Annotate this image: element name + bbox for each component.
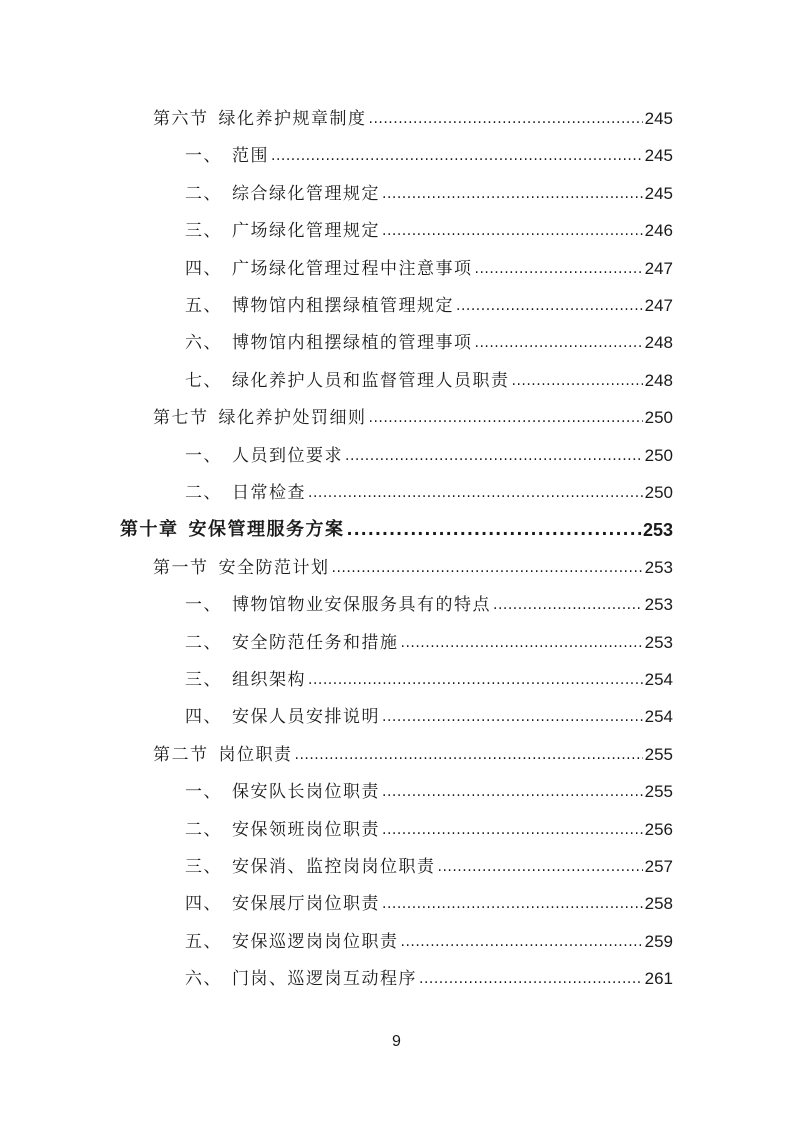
toc-prefix: 第七节 <box>153 408 209 429</box>
dot-leader <box>382 703 643 731</box>
toc-prefix: 三、 <box>185 221 222 242</box>
toc-page: 254 <box>644 670 673 689</box>
toc-prefix: 第一节 <box>153 557 209 578</box>
toc-title: 博物馆内租摆绿植管理规定 <box>232 296 454 316</box>
dot-leader <box>308 666 643 694</box>
dot-leader <box>382 890 643 918</box>
toc-prefix: 二、 <box>185 183 222 204</box>
toc-entry[interactable] <box>185 329 673 357</box>
toc-title: 安保管理服务方案 <box>188 519 345 541</box>
toc-entry[interactable] <box>185 442 673 470</box>
toc-prefix: 三、 <box>185 670 222 690</box>
toc-prefix: 一、 <box>185 445 222 466</box>
toc-title: 博物馆物业安保服务具有的特点 <box>232 595 491 616</box>
toc-prefix: 七、 <box>185 370 222 391</box>
toc-prefix: 四、 <box>185 707 222 728</box>
toc-page: 261 <box>644 969 673 989</box>
toc-page: 255 <box>644 744 673 764</box>
toc-page: 245 <box>644 146 673 166</box>
toc-page: 250 <box>644 408 673 428</box>
toc-entry[interactable] <box>185 778 673 806</box>
toc-prefix: 第二节 <box>153 744 209 765</box>
toc-page: 247 <box>644 258 673 278</box>
dot-leader <box>271 142 643 170</box>
toc-entry[interactable] <box>185 629 673 657</box>
toc-prefix: 第六节 <box>153 109 209 129</box>
toc-prefix: 四、 <box>185 258 222 279</box>
toc-entry[interactable] <box>185 853 673 881</box>
toc-entry[interactable] <box>185 666 673 694</box>
toc-entry[interactable] <box>185 142 673 170</box>
toc-page: 257 <box>644 857 673 876</box>
toc-entry[interactable] <box>153 741 673 769</box>
page-number: 9 <box>392 1033 401 1050</box>
toc-page: 259 <box>644 931 673 951</box>
toc-page: 256 <box>644 819 673 839</box>
toc-entry[interactable] <box>185 255 673 283</box>
toc-page: 254 <box>644 707 673 727</box>
toc-title: 日常检查 <box>232 483 306 503</box>
dot-leader <box>382 180 643 208</box>
toc-page: 255 <box>644 782 673 802</box>
dot-leader <box>382 217 643 245</box>
toc-title: 安保展厅岗位职责 <box>232 894 380 915</box>
toc-entry[interactable] <box>185 292 673 320</box>
toc-prefix: 二、 <box>185 632 222 653</box>
toc-page: 248 <box>644 333 673 353</box>
dot-leader <box>401 928 643 956</box>
toc-page: 258 <box>644 894 673 914</box>
toc-title: 人员到位要求 <box>232 445 343 466</box>
dot-leader <box>401 629 643 657</box>
toc-prefix: 五、 <box>185 931 222 952</box>
toc-title: 安全防范任务和措施 <box>232 632 399 653</box>
dot-leader <box>369 404 643 432</box>
toc-entry[interactable] <box>185 928 673 956</box>
toc-title: 博物馆内租摆绿植的管理事项 <box>232 333 473 354</box>
toc-prefix: 二、 <box>185 819 222 840</box>
dot-leader <box>347 516 641 544</box>
toc-title: 绿化养护规章制度 <box>218 109 367 129</box>
toc-page: 247 <box>644 296 673 315</box>
toc-prefix: 六、 <box>185 333 222 354</box>
dot-leader <box>419 965 643 993</box>
toc-page: 250 <box>644 483 673 502</box>
toc-page: 248 <box>644 370 673 390</box>
toc-prefix: 一、 <box>185 782 222 803</box>
dot-leader <box>512 367 643 395</box>
toc-entry[interactable] <box>185 965 673 993</box>
toc-page: 253 <box>644 595 673 615</box>
toc-page: 253 <box>642 520 673 541</box>
dot-leader <box>369 105 643 133</box>
dot-leader <box>295 741 643 769</box>
toc-entry[interactable] <box>153 105 673 133</box>
toc-prefix: 三、 <box>185 857 222 877</box>
toc-prefix: 五、 <box>185 296 222 316</box>
toc-entry[interactable] <box>153 554 673 582</box>
toc-entry[interactable] <box>185 816 673 844</box>
toc-title: 安全防范计划 <box>218 557 330 578</box>
toc-chapter-entry[interactable] <box>120 516 673 544</box>
toc-title: 安保人员安排说明 <box>232 707 380 728</box>
toc-title: 门岗、巡逻岗互动程序 <box>232 969 417 990</box>
toc-page: 245 <box>644 183 673 203</box>
toc-entry[interactable] <box>185 703 673 731</box>
toc-entry[interactable] <box>153 404 673 432</box>
toc-page: 253 <box>644 632 673 652</box>
toc-prefix: 六、 <box>185 969 222 990</box>
toc-title: 安保消、监控岗岗位职责 <box>232 857 436 877</box>
dot-leader <box>332 554 643 582</box>
toc-title: 绿化养护人员和监督管理人员职责 <box>232 370 510 391</box>
dot-leader <box>382 778 643 806</box>
toc-prefix: 一、 <box>185 146 222 167</box>
toc-prefix: 二、 <box>185 483 222 503</box>
toc-title: 安保领班岗位职责 <box>232 819 380 840</box>
dot-leader <box>456 292 643 320</box>
toc-entry[interactable] <box>185 217 673 245</box>
dot-leader <box>493 591 643 619</box>
toc-title: 范围 <box>232 146 269 167</box>
toc-entry[interactable] <box>185 367 673 395</box>
dot-leader <box>475 329 643 357</box>
toc-page: 250 <box>644 445 673 465</box>
toc-title: 组织架构 <box>232 670 306 690</box>
toc-title: 保安队长岗位职责 <box>232 782 380 803</box>
dot-leader <box>308 479 643 507</box>
toc-prefix: 四、 <box>185 894 222 915</box>
toc-page: 253 <box>644 557 673 577</box>
toc-entry[interactable] <box>185 479 673 507</box>
dot-leader <box>438 853 643 881</box>
dot-leader <box>345 442 643 470</box>
toc-title: 安保巡逻岗岗位职责 <box>232 931 399 952</box>
toc-prefix: 一、 <box>185 595 222 616</box>
toc-title: 综合绿化管理规定 <box>232 183 380 204</box>
dot-leader <box>475 255 643 283</box>
toc-prefix: 第十章 <box>120 519 179 541</box>
dot-leader <box>382 816 643 844</box>
toc-entry[interactable] <box>185 591 673 619</box>
toc-page: 245 <box>644 109 673 128</box>
toc-title: 广场绿化管理过程中注意事项 <box>232 258 473 279</box>
toc-entry[interactable] <box>185 180 673 208</box>
toc-title: 绿化养护处罚细则 <box>218 408 367 429</box>
toc-title: 岗位职责 <box>218 744 293 765</box>
toc-title: 广场绿化管理规定 <box>232 221 380 242</box>
toc-page: 246 <box>644 221 673 241</box>
toc-entry[interactable] <box>185 890 673 918</box>
